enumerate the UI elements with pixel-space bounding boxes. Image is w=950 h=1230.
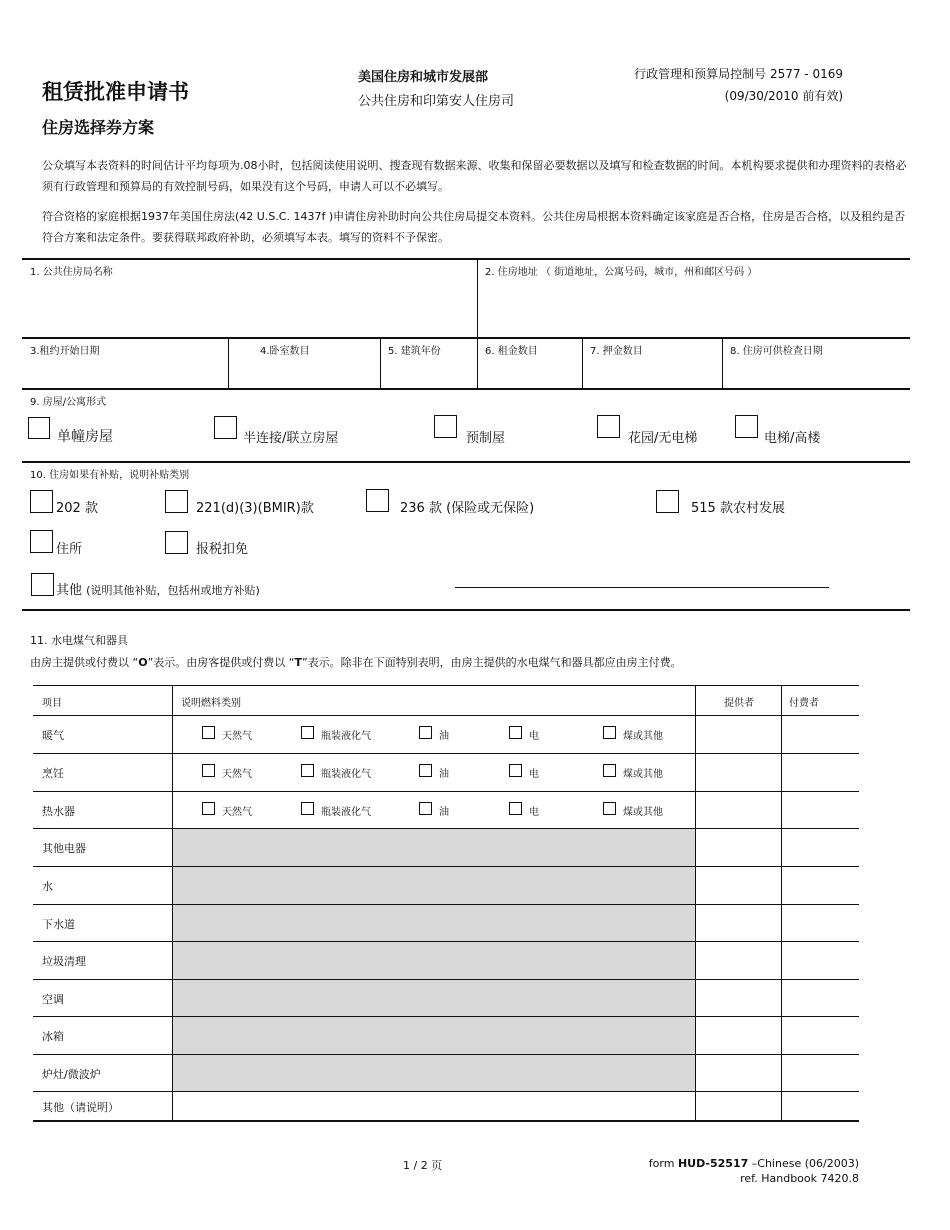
table-border bbox=[33, 715, 859, 716]
fuel-checkbox[interactable] bbox=[419, 802, 432, 815]
fuel-type-label: 瓶装液化气 bbox=[321, 769, 371, 780]
instr-text: 由房主提供或付费以 “ bbox=[30, 656, 139, 669]
fuel-type-label: 天然气 bbox=[222, 731, 252, 742]
table-border bbox=[172, 686, 173, 1120]
provider-input[interactable] bbox=[698, 793, 778, 826]
subsidy-section8-label: 住所 bbox=[56, 542, 83, 557]
section10-label: 10. 住房如果有补贴，说明补贴类别 bbox=[30, 470, 190, 481]
fuel-type-label: 电 bbox=[529, 731, 539, 742]
fuel-checkbox[interactable] bbox=[603, 802, 616, 815]
divider bbox=[582, 338, 583, 388]
subsidy-other-checkbox[interactable] bbox=[31, 573, 54, 596]
subsidy-other-note: (说明其他补贴，包括州或地方补贴) bbox=[86, 584, 260, 597]
fuel-checkbox[interactable] bbox=[202, 802, 215, 815]
subsidy-202-checkbox[interactable] bbox=[30, 490, 53, 513]
provider-input[interactable] bbox=[698, 830, 778, 864]
table-border bbox=[33, 1054, 859, 1055]
fuel-type-label: 瓶装液化气 bbox=[321, 731, 371, 742]
shaded-area bbox=[173, 828, 695, 1091]
provider-input[interactable] bbox=[698, 906, 778, 939]
fuel-type-label: 油 bbox=[439, 731, 449, 742]
col-payer-header: 付费者 bbox=[789, 698, 819, 709]
table-border bbox=[33, 904, 859, 905]
payer-input[interactable] bbox=[784, 830, 856, 864]
fuel-type-label: 天然气 bbox=[222, 769, 252, 780]
payer-input[interactable] bbox=[784, 717, 856, 751]
pha-name-input[interactable] bbox=[24, 278, 474, 334]
utility-row-trash-label: 垃圾清理 bbox=[42, 955, 86, 968]
subsidy-tax-credit-label: 报税扣免 bbox=[196, 542, 249, 557]
table-border bbox=[33, 941, 859, 942]
table-border bbox=[33, 685, 859, 686]
provider-input[interactable] bbox=[698, 943, 778, 977]
house-type-elevator-label: 电梯/高楼 bbox=[764, 431, 821, 446]
house-type-garden-checkbox[interactable] bbox=[597, 415, 620, 438]
form-id: HUD-52517 bbox=[677, 1157, 749, 1170]
fuel-checkbox[interactable] bbox=[202, 764, 215, 777]
col-fuel-header: 说明燃料类别 bbox=[181, 698, 241, 709]
house-type-single-label: 单幢房屋 bbox=[57, 429, 113, 445]
field-year-built-label: 5. 建筑年份 bbox=[388, 346, 441, 357]
subsidy-236-label: 236 款 (保险或无保险) bbox=[400, 501, 535, 516]
house-type-elevator-checkbox[interactable] bbox=[735, 415, 758, 438]
subsidy-other-text: 其他 bbox=[56, 583, 83, 598]
fuel-checkbox[interactable] bbox=[603, 764, 616, 777]
field-lease-start-label: 3.租约开始日期 bbox=[30, 346, 100, 357]
omb-control-number: 行政管理和预算局控制号 2577 - 0169 bbox=[634, 67, 843, 81]
provider-input[interactable] bbox=[698, 868, 778, 902]
table-border bbox=[33, 979, 859, 980]
utility-row-refrigerator-label: 冰箱 bbox=[42, 1030, 64, 1043]
purpose-statement: 符合资格的家庭根据1937年美国住房法(42 U.S.C. 1437f )申请住房补助时向公共住房局提交本资料。公共住房局根据本资料确定该家庭是否合格，住房是否合格，以及租约是否符合方案和法定条件。要获得联邦政府补助，必须填写本表。填写的资料不予保密。 bbox=[42, 210, 906, 244]
fuel-checkbox[interactable] bbox=[301, 764, 314, 777]
agency-name: 美国住房和城市发展部 bbox=[358, 70, 489, 85]
handbook-ref: ref. Handbook 7420.8 bbox=[740, 1172, 859, 1185]
subsidy-515-label: 515 款农村发展 bbox=[691, 501, 785, 516]
payer-input[interactable] bbox=[784, 943, 856, 977]
fuel-type-label: 瓶装液化气 bbox=[321, 806, 371, 818]
form-title: 租赁批准申请书 bbox=[42, 80, 189, 104]
field-bedrooms-label: 4.卧室数目 bbox=[260, 346, 310, 357]
provider-input[interactable] bbox=[698, 981, 778, 1014]
table-border bbox=[33, 866, 859, 867]
house-type-semi-label: 半连接/联立房屋 bbox=[243, 431, 339, 446]
house-type-manufactured-label: 预制屋 bbox=[466, 431, 506, 446]
payer-input[interactable] bbox=[784, 906, 856, 939]
house-type-single-checkbox[interactable] bbox=[28, 417, 50, 439]
col-provider-header: 提供者 bbox=[724, 698, 754, 709]
fuel-checkbox[interactable] bbox=[202, 726, 215, 739]
utility-row-water-label: 水 bbox=[42, 880, 53, 893]
payer-input[interactable] bbox=[784, 1056, 856, 1089]
unit-address-input[interactable] bbox=[480, 278, 908, 334]
subsidy-other-label bbox=[56, 579, 260, 598]
field-inspection-date-label: 8. 住房可供检查日期 bbox=[730, 346, 823, 357]
field-pha-name-label: 1. 公共住房局名称 bbox=[30, 267, 113, 278]
section11-label: 11. 水电煤气和器具 bbox=[30, 634, 128, 647]
form-number bbox=[600, 1157, 859, 1170]
fuel-checkbox[interactable] bbox=[301, 726, 314, 739]
tenant-code: T bbox=[294, 656, 302, 669]
table-border bbox=[33, 828, 859, 829]
section9-label: 9. 房屋/公寓形式 bbox=[30, 397, 107, 408]
provider-input[interactable] bbox=[698, 1018, 778, 1052]
fuel-type-label: 电 bbox=[529, 769, 539, 780]
col-item-header: 项目 bbox=[42, 698, 62, 709]
table-border bbox=[33, 1120, 859, 1122]
instr-text: ”表示。除非在下面特别表明，由房主提供的水电煤气和器具都应由房主付费。 bbox=[301, 656, 682, 669]
divider bbox=[22, 388, 910, 390]
fuel-type-label: 天然气 bbox=[222, 806, 252, 818]
payer-input[interactable] bbox=[784, 755, 856, 789]
divider bbox=[228, 338, 229, 388]
subsidy-221-checkbox[interactable] bbox=[165, 490, 188, 513]
utility-row-other-label: 其他（请说明） bbox=[42, 1100, 119, 1114]
other-utility-input[interactable] bbox=[175, 1093, 693, 1118]
divider bbox=[22, 609, 910, 611]
subsidy-515-checkbox[interactable] bbox=[656, 490, 679, 513]
subsidy-tax-credit-checkbox[interactable] bbox=[165, 531, 188, 554]
fuel-type-label: 电 bbox=[529, 806, 539, 818]
fuel-checkbox[interactable] bbox=[509, 802, 522, 815]
page-number: 1 / 2 页 bbox=[403, 1159, 443, 1172]
utility-row-air-conditioning-label: 空调 bbox=[42, 992, 64, 1006]
instr-text: ”表示。由房客提供或付费以 “ bbox=[147, 656, 295, 669]
divider bbox=[22, 461, 910, 463]
utility-row-water-heater-label: 热水器 bbox=[42, 804, 75, 818]
subsidy-section8-checkbox[interactable] bbox=[30, 530, 53, 553]
table-border bbox=[33, 791, 859, 792]
provider-input[interactable] bbox=[698, 755, 778, 789]
utility-row-range-microwave-label: 炉灶/微波炉 bbox=[42, 1067, 101, 1081]
subsidy-202-label: 202 款 bbox=[56, 501, 98, 516]
table-border bbox=[33, 753, 859, 754]
table-border bbox=[781, 686, 782, 1120]
fuel-type-label: 煤或其他 bbox=[623, 769, 663, 780]
table-border bbox=[33, 1091, 859, 1092]
omb-expiry: (09/30/2010 前有效) bbox=[724, 89, 843, 103]
provider-input[interactable] bbox=[698, 1093, 778, 1118]
fuel-checkbox[interactable] bbox=[419, 764, 432, 777]
field-rent-label: 6. 租金数目 bbox=[485, 346, 538, 357]
section11-instructions bbox=[30, 654, 682, 670]
house-type-garden-label: 花园/无电梯 bbox=[628, 431, 698, 446]
fuel-checkbox[interactable] bbox=[301, 802, 314, 815]
owner-code: O bbox=[138, 656, 148, 669]
program-subtitle: 住房选择券方案 bbox=[42, 118, 155, 137]
fuel-checkbox[interactable] bbox=[509, 726, 522, 739]
fuel-type-label: 煤或其他 bbox=[623, 806, 663, 818]
house-type-manufactured-checkbox[interactable] bbox=[434, 415, 457, 438]
payer-input[interactable] bbox=[784, 1093, 856, 1118]
utility-row-heating-label: 暖气 bbox=[42, 729, 64, 742]
utility-row-sewer-label: 下水道 bbox=[42, 917, 75, 931]
payer-input[interactable] bbox=[784, 793, 856, 826]
divider bbox=[477, 259, 478, 388]
utility-row-other-electric-label: 其他电器 bbox=[42, 842, 86, 855]
house-type-semi-checkbox[interactable] bbox=[214, 416, 237, 439]
fuel-checkbox[interactable] bbox=[419, 726, 432, 739]
utility-row-cooking-label: 烹饪 bbox=[42, 767, 64, 780]
fuel-checkbox[interactable] bbox=[509, 764, 522, 777]
subsidy-236-checkbox[interactable] bbox=[366, 489, 389, 512]
divider bbox=[22, 258, 910, 260]
field-deposit-label: 7. 押金数目 bbox=[590, 346, 643, 357]
divider bbox=[22, 337, 910, 339]
table-border bbox=[695, 686, 696, 1120]
field-address-label: 2. 住房地址 （ 街道地址，公寓号码，城市，州和邮区号码 ） bbox=[485, 267, 758, 278]
burden-statement: 公众填写本表资料的时间估计平均每项为.08小时，包括阅读使用说明、搜查现有数据来源、收集和保留必要数据以及填写和检查数据的时间。本机构要求提供和办理资料的表格必须有行政管理和预算局的有效控制号码，如果没有这个号码，申请人可以不必填写。 bbox=[42, 159, 907, 193]
fuel-type-label: 油 bbox=[439, 769, 449, 780]
provider-input[interactable] bbox=[698, 717, 778, 751]
divider bbox=[380, 338, 381, 388]
form-suffix: –Chinese (06/2003) bbox=[748, 1157, 859, 1170]
fuel-checkbox[interactable] bbox=[603, 726, 616, 739]
divider bbox=[722, 338, 723, 388]
payer-input[interactable] bbox=[784, 1018, 856, 1052]
office-name: 公共住房和印第安人住房司 bbox=[358, 94, 515, 109]
provider-input[interactable] bbox=[698, 1056, 778, 1089]
table-border bbox=[33, 1016, 859, 1017]
payer-input[interactable] bbox=[784, 981, 856, 1014]
payer-input[interactable] bbox=[784, 868, 856, 902]
form-prefix: form bbox=[648, 1157, 678, 1170]
fuel-type-label: 煤或其他 bbox=[623, 731, 663, 742]
subsidy-221-label: 221(d)(3)(BMIR)款 bbox=[196, 501, 314, 516]
fuel-type-label: 油 bbox=[439, 806, 449, 818]
subsidy-other-input-line[interactable] bbox=[455, 587, 829, 588]
